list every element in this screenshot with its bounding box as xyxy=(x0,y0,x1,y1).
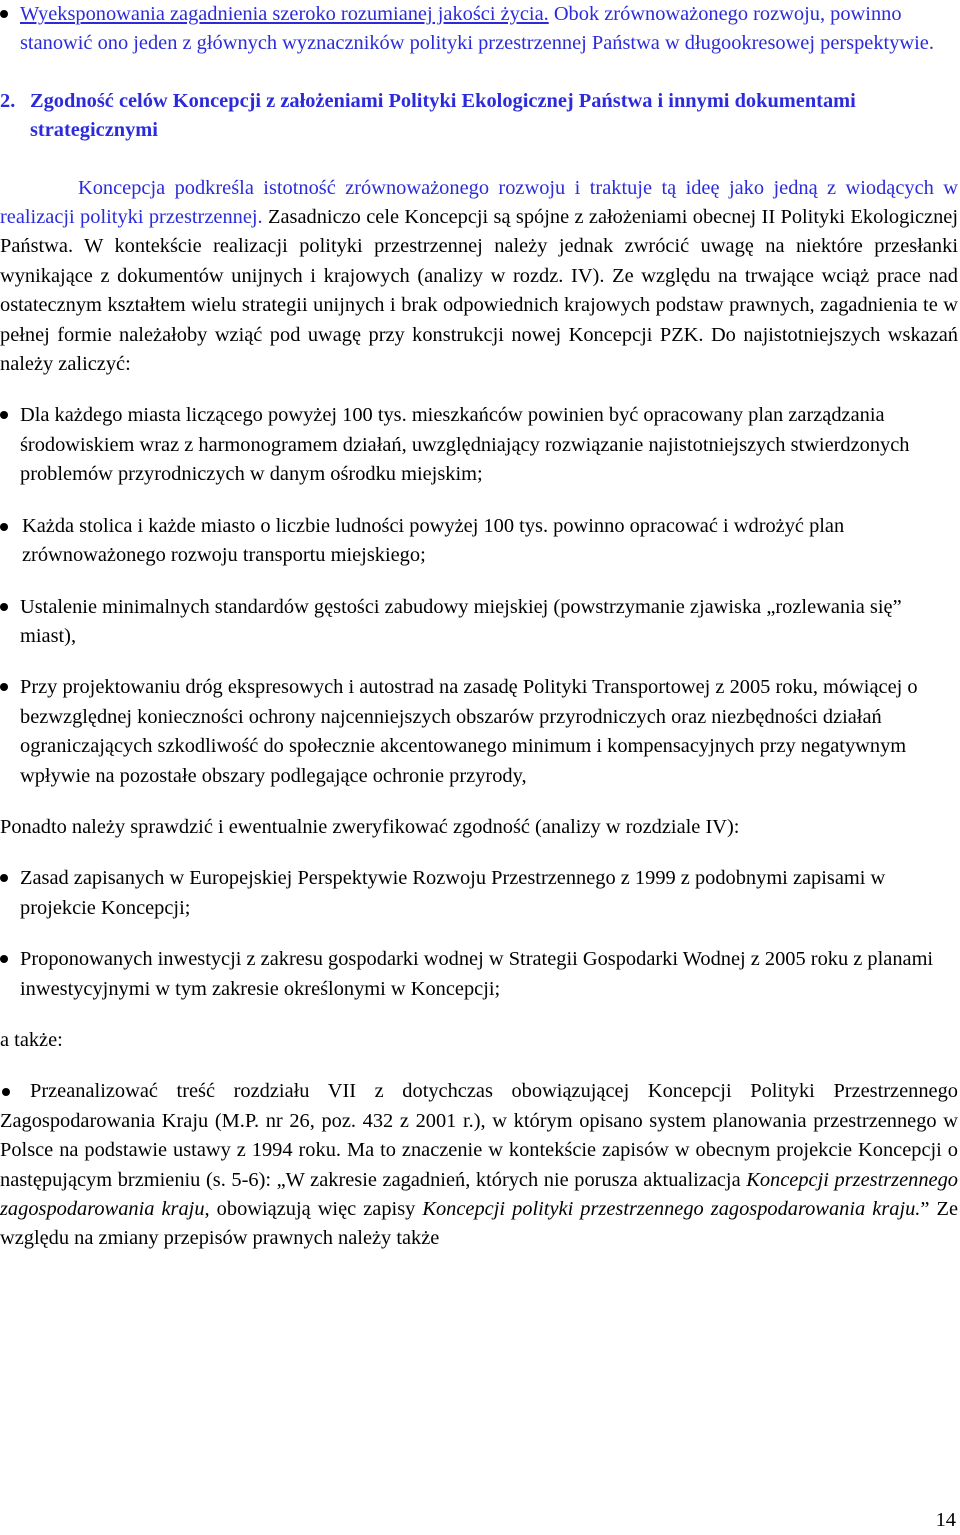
bullet-item xyxy=(0,1077,958,1253)
quoted-title: Koncepcji polityki przestrzennego zagospodarowania kraju. xyxy=(422,1198,921,1220)
section-heading xyxy=(0,87,958,146)
bullet-dot-icon xyxy=(0,683,8,691)
bullet-dot-icon xyxy=(0,955,8,963)
paragraph: Ponadto należy sprawdzić i ewentualnie zweryfikować zgodność (analizy w rozdziale IV): xyxy=(0,815,740,838)
paragraph-sentence: Koncepcja podkreśla istotność zrównoważonego rozwoju i traktuje tą ideę jako jedną z wiodących w realizacji polityki przestrzennej. xyxy=(0,176,958,229)
paragraph xyxy=(0,174,958,380)
section-title: Zgodność celów Koncepcji z założeniami Polityki Ekologicznej Państwa i innymi dokumentami strategicznymi xyxy=(30,89,856,142)
bullet-text: Przeanalizować treść rozdziału VII z dotychczas obowiązującej Koncepcji Polityki Przestrzennego Zagospodarowania Kraju (M.P. nr 26, poz. 432 z 2001 r.), w którym opisano system planowania przestrzennego w Polsce na podstawie ustawy z 1994 roku. Ma to znaczenie w kontekście zapisów w obecnym projekcie Koncepcji o następującym brzmieniu (s. 5-6): „W zakresie zagadnień, których nie porusza aktualizacja xyxy=(0,1080,958,1191)
bullet-dot-icon xyxy=(0,603,8,611)
bullet-text: Ustalenie minimalnych standardów gęstości zabudowy miejskiej (powstrzymanie zjawiska „rozlewania się” miast), xyxy=(20,595,902,647)
bullet-dot-icon xyxy=(2,1088,10,1096)
paragraph-sentence: Zasadniczo cele Koncepcji są spójne z założeniami obecnej II Polityki Ekologicznej Państwa. xyxy=(0,206,958,258)
bullet-dot-icon xyxy=(0,874,8,882)
bullet-text: Każda stolica i każde miasto o liczbie ludności powyżej 100 tys. powinno opracować i wdrożyć plan zrównoważonego rozwoju transportu miejskiego; xyxy=(22,514,845,567)
section-number: 2. xyxy=(0,89,16,112)
bullet-dot-icon xyxy=(0,411,8,419)
bullet-text: Zasad zapisanych w Europejskiej Perspektywie Rozwoju Przestrzennego z 1999 z podobnymi zapisami w projekcie Koncepcji; xyxy=(20,867,886,919)
bullet-item xyxy=(0,864,958,923)
paragraph-sentence: Do najistotniejszych wskazań należy zaliczyć: xyxy=(0,323,959,376)
bullet-text: Obok zrównoważonego rozwoju, powinno stanowić ono jeden z głównych wyznaczników polityki przestrzennej Państwa w długookresowej perspektywie. xyxy=(20,3,934,55)
bullet-text: , obowiązują więc zapisy xyxy=(204,1198,416,1220)
bullet-item xyxy=(0,512,958,571)
bullet-dot-icon xyxy=(0,10,8,18)
bullet-dot-icon xyxy=(0,523,8,531)
paragraph: a także: xyxy=(0,1028,63,1051)
bullet-text: Przy projektowaniu dróg ekspresowych i autostrad na zasadę Polityki Transportowej z 2005 roku, mówiącej o bezwzględnej konieczności ochrony najcenniejszych obszarów przyrodniczych oraz niezbędności działań ograniczających szkodliwość do społecznie akcentowanego minimum i kompensacyjnych przy negatywnym wpływie na pozostałe obszary podlegające ochronie przyrody, xyxy=(20,676,918,787)
bullet-item xyxy=(0,945,958,1004)
page-number: 14 xyxy=(935,1509,956,1531)
paragraph-sentence: W kontekście realizacji polityki przestrzennej należy jednak zwrócić uwagę na niektóre przesłanki wynikające z dokumentów unijnych i krajowych (analizy w rozdz. IV). xyxy=(0,235,958,287)
quoted-title: Koncepcji przestrzennego zagospodarowania kraju xyxy=(0,1168,959,1220)
bullet-item xyxy=(0,673,958,791)
bullet-item xyxy=(0,593,958,652)
bullet-text: ” Ze względu na zmiany przepisów prawnych należy także xyxy=(0,1198,958,1250)
bullet-text-link: Wyeksponowania zagadnienia szeroko rozumianej jakości życia. xyxy=(20,3,549,25)
bullet-text: Proponowanych inwestycji z zakresu gospodarki wodnej w Strategii Gospodarki Wodnej z 2005 roku z planami inwestycyjnymi w tym zakresie określonymi w Koncepcji; xyxy=(20,948,934,1000)
bullet-item xyxy=(0,0,958,59)
paragraph-sentence: Ze względu na trwające wciąż prace nad ostatecznym kształtem wielu strategii unijnych i brak odpowiednich krajowych podstaw prawnych, zagadnienia te w pełnej formie należałoby wziąć pod uwagę przy konstrukcji nowej Koncepcji PZK. xyxy=(0,264,958,346)
bullet-item xyxy=(0,401,958,489)
bullet-text: Dla każdego miasta liczącego powyżej 100 tys. mieszkańców powinien być opracowany plan zarządzania środowiskiem wraz z harmonogramem działań, uwzględniający rozwiązanie najistotniejszych stwierdzonych problemów przyrodniczych w danym ośrodku miejskim; xyxy=(20,404,910,486)
